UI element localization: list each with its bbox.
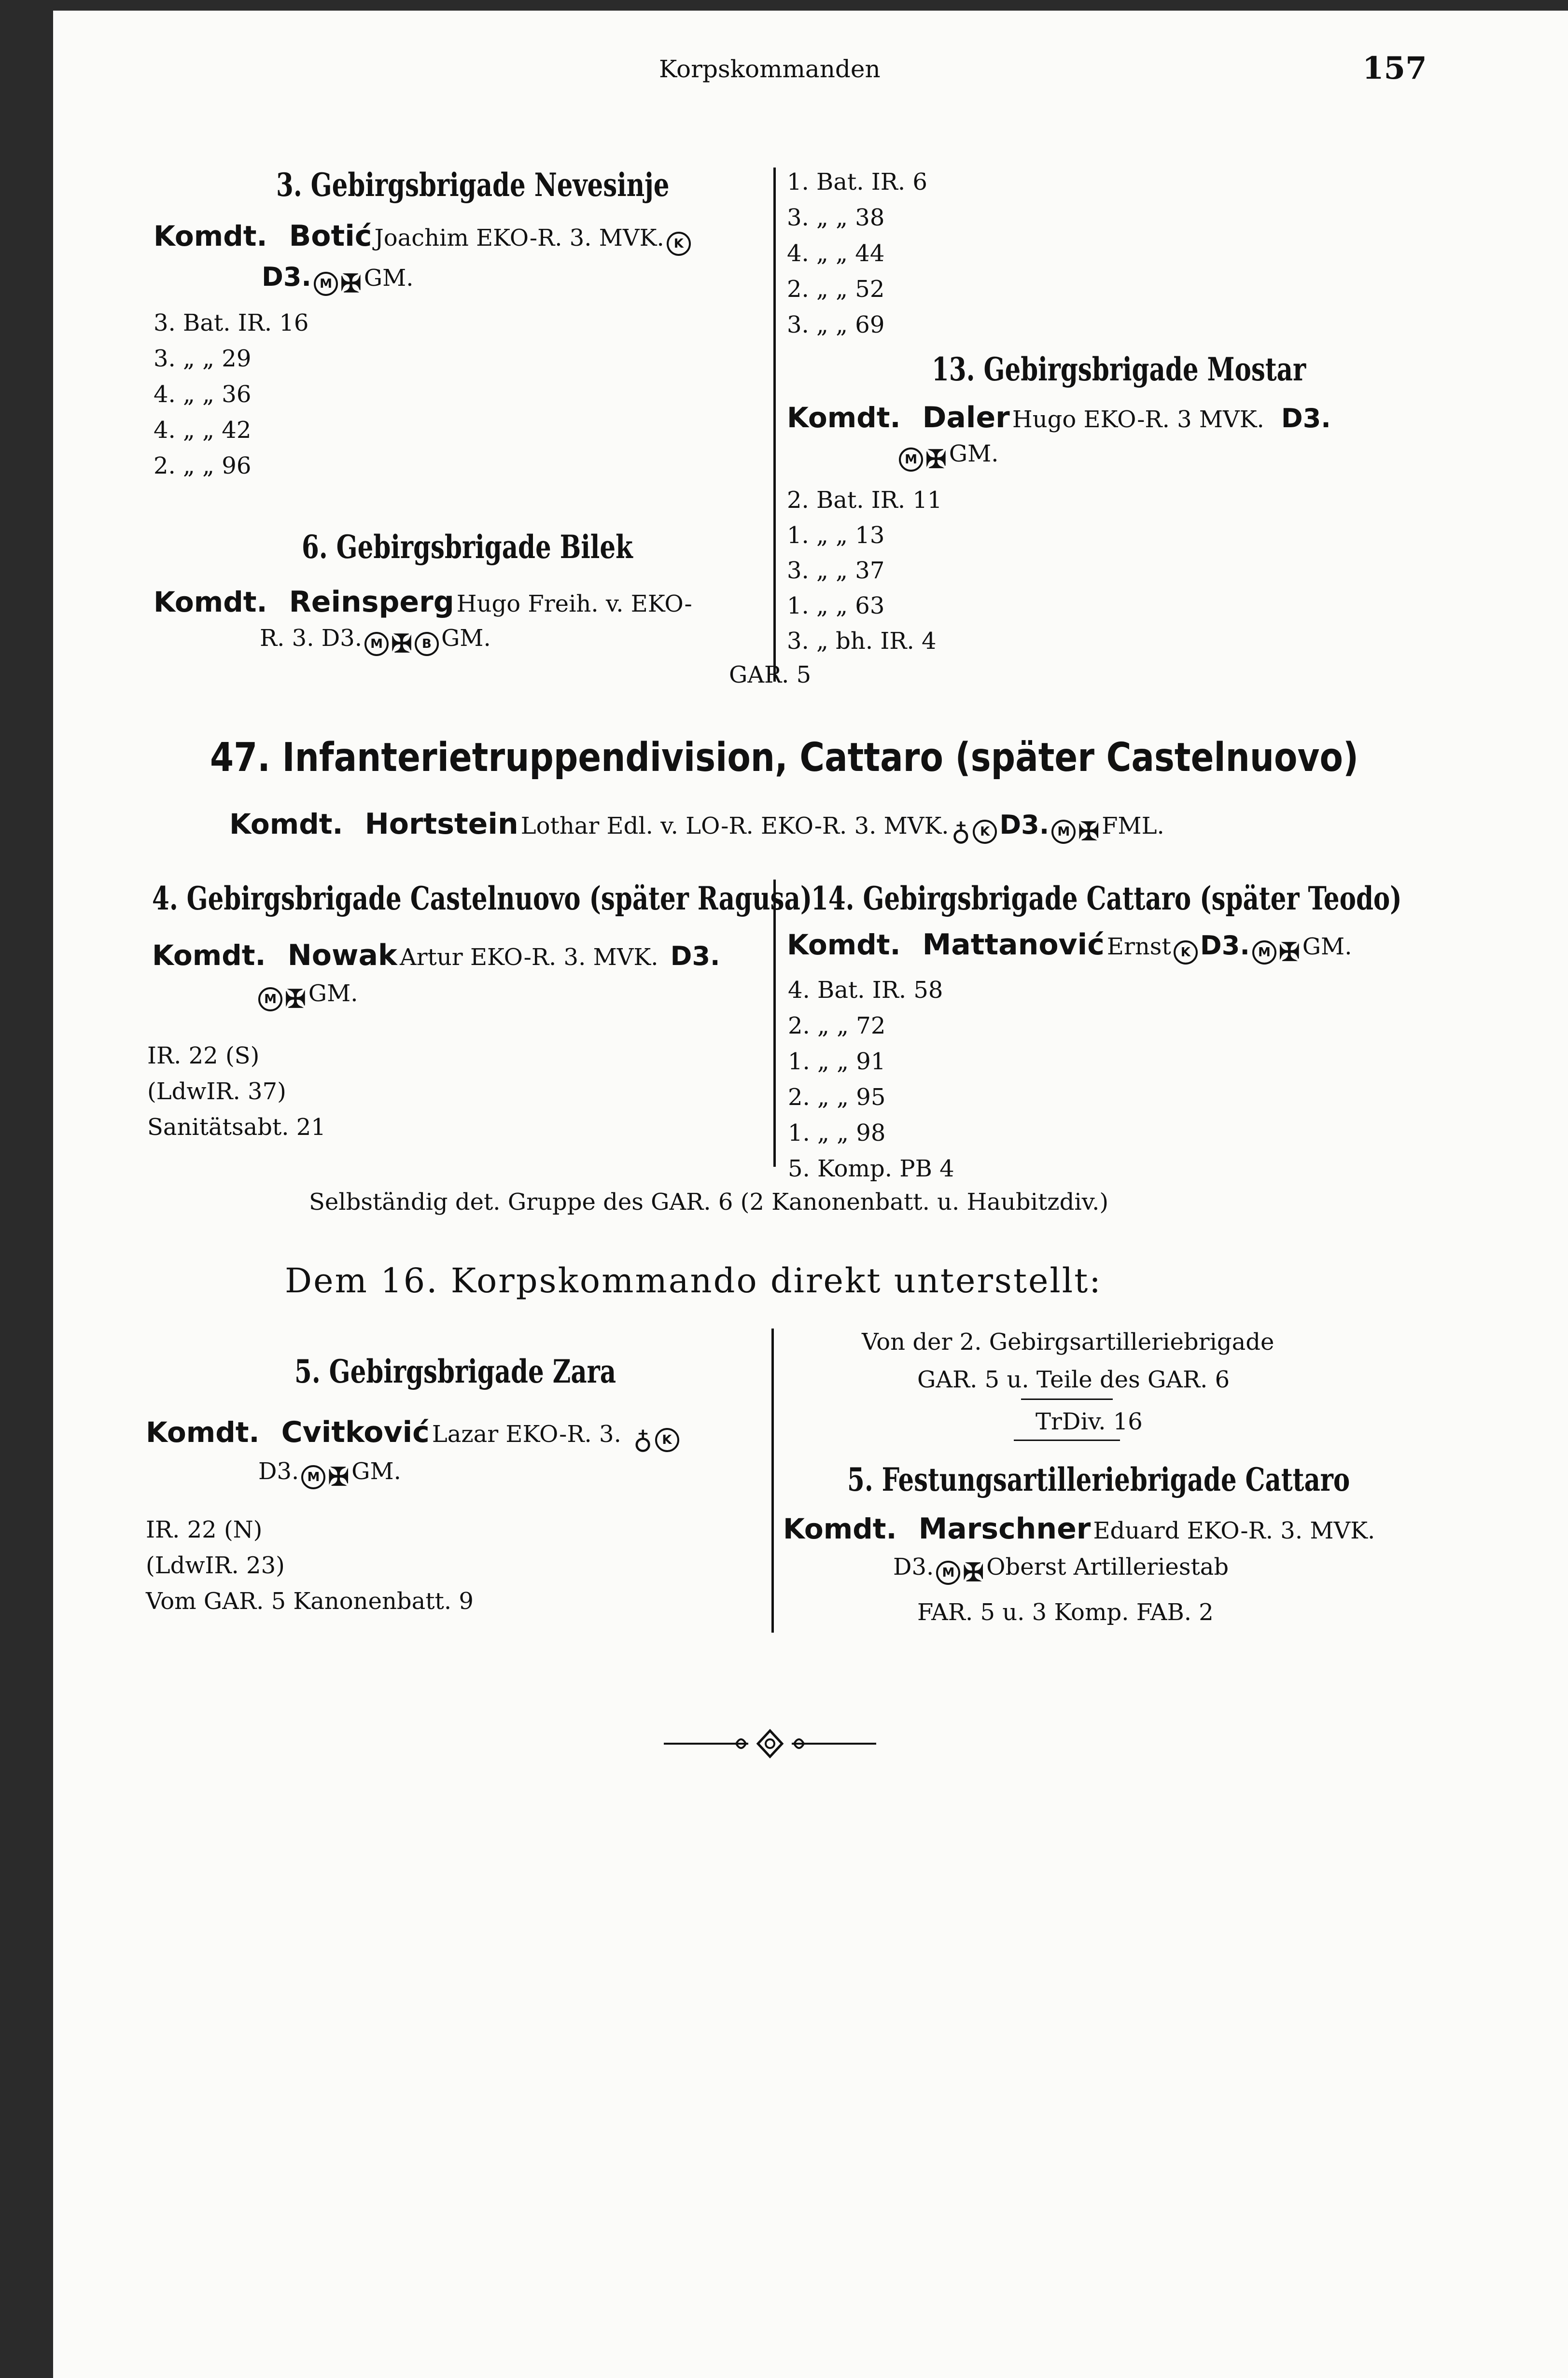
- commander-name: Daler: [922, 401, 1010, 434]
- unit-line: 1. „ „ 63: [787, 592, 885, 619]
- komdt-label: Komdt.: [154, 220, 267, 252]
- von-der-line: Von der 2. Gebirgsartilleriebrigade: [862, 1329, 1274, 1356]
- right-top-units: [787, 164, 927, 343]
- m-medal-icon: M: [936, 1561, 960, 1585]
- brigade-4-title: 4. Gebirgsbrigade Castelnuovo (später Ragusa): [152, 880, 812, 917]
- unit-line: 3. „ „ 37: [787, 557, 885, 584]
- trdiv-line: TrDiv. 16: [1036, 1408, 1143, 1435]
- unit-line: 3. Bat. IR. 16: [154, 309, 309, 336]
- festungsartillerie-commander: [783, 1512, 1375, 1546]
- decoration-d3: D3.: [262, 262, 311, 292]
- unit-line: 1. „ „ 98: [788, 1119, 886, 1147]
- brigade-14-title: 14. Gebirgsbrigade Cattaro (später Teodo): [811, 880, 1402, 917]
- k-order-icon: K: [667, 232, 691, 256]
- rank: GM.: [949, 440, 999, 467]
- unit-line: 4. „ „ 44: [787, 240, 885, 267]
- commander-name: Hortstein: [364, 807, 518, 841]
- unit-line: 5. Komp. PB 4: [788, 1155, 954, 1182]
- unit-line: 2. Bat. IR. 11: [787, 487, 942, 514]
- brigade-13-commander: [787, 401, 1331, 434]
- decoration-d3: D3.: [893, 1553, 934, 1581]
- cross-icon: ✠: [1279, 937, 1300, 967]
- cross-icon: ✠: [1078, 817, 1100, 846]
- rank: FML.: [1102, 812, 1164, 839]
- brigade-4-commander: [152, 938, 720, 972]
- column-rule-bottom: [771, 1329, 774, 1633]
- decoration-d3: R. 3. D3.: [260, 625, 362, 652]
- far-line: FAR. 5 u. 3 Komp. FAB. 2: [917, 1599, 1214, 1626]
- page-number: 157: [1362, 50, 1427, 86]
- m-medal-icon: M: [301, 1465, 325, 1489]
- order-badge-icon: ♁: [633, 1425, 653, 1455]
- m-medal-icon: M: [364, 632, 389, 656]
- division-47-title: 47. Infanterietruppendivision, Cattaro (später Castelnuovo): [210, 735, 1359, 781]
- brigade-5-title: 5. Gebirgsbrigade Zara: [294, 1353, 616, 1390]
- cross-icon: ✠: [925, 445, 947, 474]
- running-header: Korpskommanden: [659, 55, 881, 83]
- column-rule-middle: [773, 880, 776, 1167]
- commander-details: Lazar EKO-R. 3.: [432, 1421, 621, 1448]
- section-heading: Dem 16. Korpskommando direkt unterstellt:: [285, 1261, 1102, 1301]
- unit-line: 1. „ „ 13: [787, 522, 885, 549]
- brigade-6-title: 6. Gebirgsbrigade Bilek: [302, 528, 633, 566]
- decoration-d3: D3.: [1281, 403, 1331, 434]
- rank: GM.: [1302, 933, 1352, 960]
- brigade-14-commander: [787, 928, 1352, 967]
- unit-line: 2. „ „ 72: [788, 1012, 886, 1039]
- brigade-6-line2: [260, 625, 491, 658]
- decoration-d3: D3.: [1200, 930, 1250, 961]
- unit-line: (LdwIR. 37): [147, 1078, 286, 1105]
- gar-note: GAR. 5: [729, 661, 812, 688]
- gar-teile-line: GAR. 5 u. Teile des GAR. 6: [917, 1366, 1230, 1393]
- unit-line: 2. „ „ 95: [788, 1084, 886, 1111]
- commander-name: Reinsperg: [289, 585, 454, 619]
- komdt-label: Komdt.: [154, 586, 267, 618]
- commander-name: Nowak: [287, 938, 397, 972]
- unit-line: 1. „ „ 91: [788, 1048, 886, 1075]
- unit-line: Vom GAR. 5 Kanonenbatt. 9: [146, 1588, 474, 1615]
- brigade-3-commander: [154, 219, 691, 256]
- commander-details: Hugo Freih. v. EKO-: [456, 590, 692, 617]
- commander-name: Cvitković: [281, 1415, 430, 1449]
- brigade-13-units: [787, 483, 942, 659]
- commander-name: Botić: [289, 219, 372, 253]
- selbstaendig-note: Selbständig det. Gruppe des GAR. 6 (2 Kanonenbatt. u. Haubitzdiv.): [309, 1189, 1109, 1216]
- unit-line: 3. „ „ 38: [787, 204, 885, 231]
- column-rule-top: [773, 168, 776, 682]
- rank: GM.: [308, 980, 358, 1007]
- b-medal-icon: B: [415, 632, 439, 656]
- unit-line: IR. 22 (S): [147, 1042, 260, 1069]
- decoration-d3: D3.: [670, 941, 720, 971]
- ornament-divider: [664, 1727, 876, 1761]
- m-medal-icon: M: [314, 272, 338, 296]
- commander-details: Joachim EKO-R. 3. MVK.: [374, 224, 664, 252]
- festungsartillerie-line2: [893, 1553, 1229, 1587]
- brigade-13-line2: [899, 440, 999, 474]
- brigade-5-units: [146, 1512, 474, 1619]
- decoration-d3: D3.: [999, 810, 1050, 840]
- page: [53, 11, 1568, 2378]
- unit-line: 4. „ „ 36: [154, 381, 252, 408]
- brigade-5-commander: [146, 1415, 679, 1455]
- m-medal-icon: M: [1051, 820, 1076, 844]
- brigade-4-line2: [258, 980, 358, 1014]
- k-order-icon: K: [1174, 940, 1198, 965]
- commander-details: Ernst: [1106, 933, 1171, 960]
- cross-icon: ✠: [391, 629, 412, 658]
- brigade-4-units: [147, 1038, 326, 1145]
- unit-line: 3. „ „ 29: [154, 345, 252, 372]
- brigade-13-title: 13. Gebirgsbrigade Mostar: [932, 350, 1306, 388]
- brigade-3-title: 3. Gebirgsbrigade Nevesinje: [276, 166, 670, 204]
- brigade-3-units: [154, 305, 308, 484]
- rule: [1021, 1399, 1113, 1400]
- komdt-label: Komdt.: [146, 1416, 260, 1449]
- m-medal-icon: M: [899, 448, 923, 472]
- order-badge-icon: ♁: [951, 816, 971, 847]
- unit-line: (LdwIR. 23): [146, 1552, 285, 1579]
- unit-line: 3. „ „ 69: [787, 311, 885, 338]
- rank: GM.: [364, 265, 414, 292]
- k-order-icon: K: [973, 820, 997, 844]
- festungsartillerie-title: 5. Festungsartilleriebrigade Cattaro: [847, 1461, 1350, 1498]
- division-47-commander: [229, 807, 1164, 847]
- unit-line: 1. Bat. IR. 6: [787, 168, 927, 196]
- unit-line: IR. 22 (N): [146, 1516, 263, 1543]
- unit-line: 4. „ „ 42: [154, 417, 252, 444]
- komdt-label: Komdt.: [229, 808, 343, 840]
- commander-name: Marschner: [918, 1512, 1091, 1546]
- rank: GM.: [351, 1458, 401, 1485]
- commander-details: Hugo EKO-R. 3 MVK.: [1012, 406, 1264, 433]
- komdt-label: Komdt.: [787, 928, 901, 961]
- commander-name: Mattanović: [922, 928, 1105, 962]
- unit-line: 2. „ „ 52: [787, 276, 885, 303]
- brigade-14-units: [788, 972, 954, 1187]
- m-medal-icon: M: [1252, 940, 1276, 965]
- cross-icon: ✠: [328, 1462, 350, 1492]
- rank: Oberst Artilleriestab: [986, 1553, 1229, 1581]
- brigade-3-line2: [262, 262, 414, 298]
- rule: [1014, 1440, 1120, 1441]
- unit-line: 3. „ bh. IR. 4: [787, 628, 937, 655]
- cross-icon: ✠: [285, 984, 306, 1014]
- rank: GM.: [441, 625, 491, 652]
- commander-details: Lothar Edl. v. LO-R. EKO-R. 3. MVK.: [520, 812, 949, 839]
- m-medal-icon: M: [258, 987, 282, 1011]
- decoration-d3: D3.: [258, 1458, 299, 1485]
- cross-icon: ✠: [340, 269, 362, 298]
- komdt-label: Komdt.: [787, 401, 901, 434]
- komdt-label: Komdt.: [152, 939, 266, 972]
- commander-details: Eduard EKO-R. 3. MVK.: [1093, 1517, 1375, 1544]
- brigade-5-line2: [258, 1458, 401, 1492]
- unit-line: Sanitätsabt. 21: [147, 1114, 326, 1141]
- unit-line: 2. „ „ 96: [154, 452, 252, 479]
- k-order-icon: K: [655, 1428, 679, 1452]
- cross-icon: ✠: [963, 1558, 984, 1587]
- brigade-6-commander: [154, 585, 692, 619]
- komdt-label: Komdt.: [783, 1512, 897, 1545]
- unit-line: 4. Bat. IR. 58: [788, 977, 943, 1004]
- commander-details: Artur EKO-R. 3. MVK.: [399, 944, 658, 971]
